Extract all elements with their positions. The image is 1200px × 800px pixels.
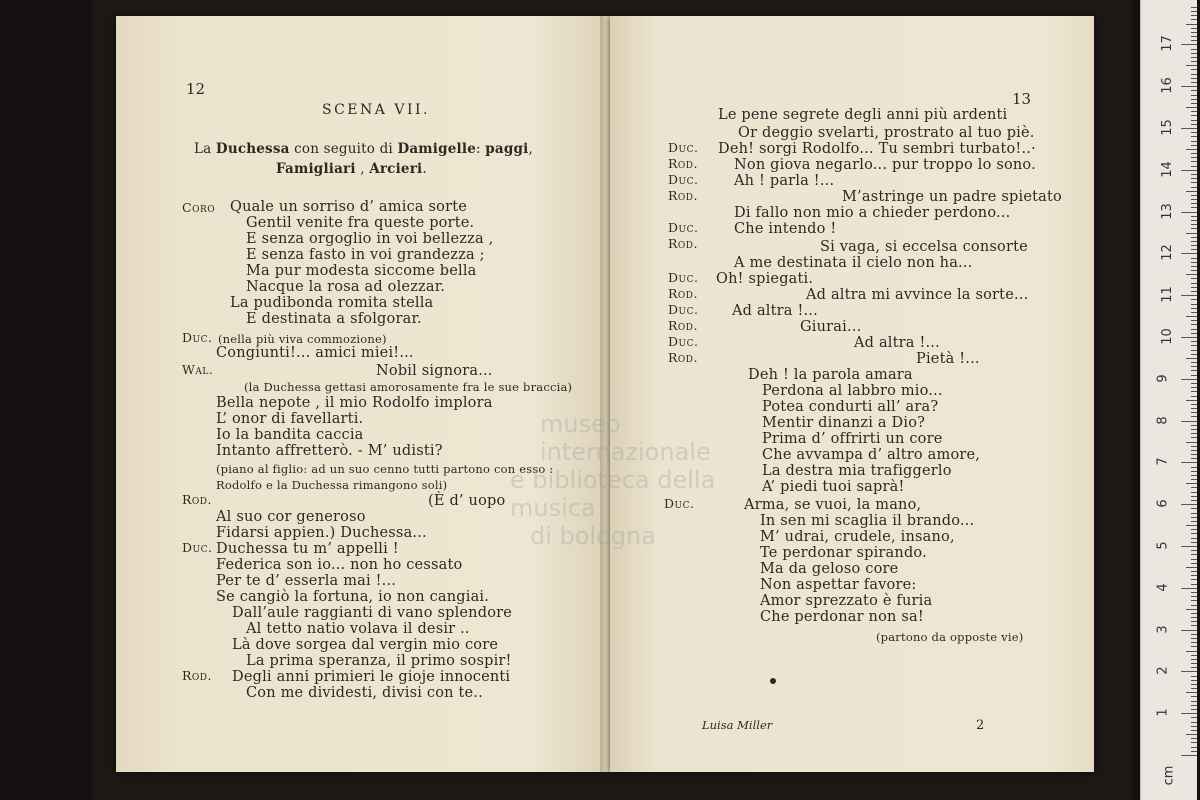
ruler-tick <box>1191 579 1197 580</box>
ruler-number: 17 <box>1159 35 1175 53</box>
speaker-label: Rod. <box>668 236 698 251</box>
verse-line: Che avvampa d’ altro amore, <box>762 447 981 463</box>
speaker-label: Rod. <box>182 492 212 507</box>
ruler-tick <box>1191 559 1197 560</box>
ruler-tick <box>1186 567 1197 568</box>
ruler-tick <box>1191 187 1197 188</box>
ruler-tick <box>1191 7 1197 8</box>
ruler-tick <box>1191 32 1197 33</box>
ruler-tick <box>1181 671 1197 672</box>
ruler-tick <box>1191 437 1197 438</box>
ruler-tick <box>1181 337 1197 338</box>
ruler-tick <box>1191 90 1197 91</box>
ruler-tick <box>1191 709 1197 710</box>
ruler-tick <box>1181 504 1197 505</box>
footer-title: Luisa Miller <box>702 718 773 732</box>
ruler-tick <box>1191 11 1197 12</box>
verse-line: Al suo cor generoso <box>216 509 366 525</box>
ruler-tick <box>1191 266 1197 267</box>
speaker-label: Duc. <box>182 330 213 345</box>
ruler-tick <box>1191 696 1197 697</box>
ruler-tick <box>1186 400 1197 401</box>
ruler-tick <box>1191 701 1197 702</box>
ruler-tick <box>1186 483 1197 484</box>
ruler-tick <box>1191 224 1197 225</box>
ruler-tick <box>1181 713 1197 714</box>
ruler-tick <box>1191 40 1197 41</box>
verse-line: Non giova negarlo... pur troppo lo sono. <box>734 157 1036 173</box>
ruler-tick <box>1186 274 1197 275</box>
stage-direction-heading-2: Famigliari , Arcieri. <box>276 161 427 177</box>
verse-line: Arma, se vuoi, la mano, <box>744 497 922 513</box>
right-page <box>610 16 1094 772</box>
verse-line: Non aspettar favore: <box>760 577 917 593</box>
ruler-tick <box>1191 258 1197 259</box>
ruler-tick <box>1186 149 1197 150</box>
ruler-tick <box>1191 329 1197 330</box>
ruler-tick <box>1186 107 1197 108</box>
stage-direction-heading: La Duchessa con seguito di Damigelle: paggi, <box>194 141 533 157</box>
ruler-tick <box>1191 467 1197 468</box>
verse-line: L’ onor di favellarti. <box>216 411 364 427</box>
speaker-label: Duc. <box>668 220 699 235</box>
ruler-tick <box>1191 195 1197 196</box>
ruler-tick <box>1181 755 1197 756</box>
verse-line: Te perdonar spirando. <box>760 545 927 561</box>
verse-line: Ad altra mi avvince la sorte... <box>806 287 1029 303</box>
verse-line: Fidarsi appien.) Duchessa... <box>216 525 427 541</box>
ruler-tick <box>1186 609 1197 610</box>
verse-line: Ad altra !... <box>854 335 940 351</box>
ruler-tick <box>1191 324 1197 325</box>
verse-line: La pudibonda romita stella <box>230 295 434 311</box>
ruler-tick <box>1191 157 1197 158</box>
verse-line: Ah ! parla !... <box>734 173 835 189</box>
ruler-tick <box>1191 642 1197 643</box>
verse-line: Pietà !... <box>916 351 980 367</box>
ruler-tick <box>1191 291 1197 292</box>
ruler-tick <box>1186 358 1197 359</box>
ruler-tick <box>1191 15 1197 16</box>
ruler-tick <box>1191 136 1197 137</box>
ruler-tick <box>1191 726 1197 727</box>
ruler-tick <box>1191 471 1197 472</box>
verse-line: Ma da geloso core <box>760 561 899 577</box>
verse-line: Degli anni primieri le gioje innocenti <box>232 669 511 685</box>
ruler-tick <box>1191 496 1197 497</box>
ruler-tick <box>1191 387 1197 388</box>
ruler-tick <box>1191 446 1197 447</box>
ruler-tick <box>1191 207 1197 208</box>
ruler-tick <box>1186 525 1197 526</box>
verse-line: Io la bandita caccia <box>216 427 364 443</box>
ruler-tick <box>1191 429 1197 430</box>
stage-direction: (piano al figlio: ad un suo cenno tutti partono con esso : <box>216 462 554 476</box>
ruler-number: 5 <box>1155 541 1171 550</box>
ruler-tick <box>1181 128 1197 129</box>
ruler-tick <box>1191 182 1197 183</box>
ruler-tick <box>1191 383 1197 384</box>
ruler-tick <box>1191 425 1197 426</box>
ruler-tick <box>1191 412 1197 413</box>
ruler-tick <box>1191 542 1197 543</box>
ruler-number: 16 <box>1159 77 1175 94</box>
scene-heading: SCENA VII. <box>322 102 430 118</box>
signature-mark: 2 <box>976 718 985 733</box>
ruler-tick <box>1191 362 1197 363</box>
ruler-tick <box>1191 575 1197 576</box>
ruler-tick <box>1191 742 1197 743</box>
ruler-tick <box>1191 513 1197 514</box>
ruler-tick <box>1191 262 1197 263</box>
ruler-number: 12 <box>1159 244 1175 262</box>
verse-line: La prima speranza, il primo sospir! <box>246 653 512 669</box>
ruler-tick <box>1191 245 1197 246</box>
ruler-tick <box>1191 74 1197 75</box>
ruler-tick <box>1186 24 1197 25</box>
verse-line: (È d’ uopo <box>428 493 506 509</box>
ruler-tick <box>1191 61 1197 62</box>
ruler-tick <box>1191 203 1197 204</box>
verse-line: E senza orgoglio in voi bellezza , <box>246 231 494 247</box>
ruler-tick <box>1191 396 1197 397</box>
stage-direction: (la Duchessa gettasi amorosamente fra le sue braccia) <box>244 380 573 394</box>
ruler-number: 4 <box>1155 583 1171 592</box>
speaker-label: Rod. <box>668 350 698 365</box>
ruler-tick <box>1191 592 1197 593</box>
ruler-tick <box>1181 421 1197 422</box>
speaker-label: Duc. <box>668 302 699 317</box>
ruler-tick <box>1186 692 1197 693</box>
verse-line: Prima d’ offrirti un core <box>762 431 943 447</box>
ruler-tick <box>1191 487 1197 488</box>
ruler-tick <box>1181 379 1197 380</box>
verse-line: Dall’aule raggianti di vano splendore <box>232 605 513 621</box>
ruler-tick <box>1191 78 1197 79</box>
verse-line: Mentir dinanzi a Dio? <box>762 415 926 431</box>
verse-line: Perdona al labbro mio... <box>762 383 943 399</box>
verse-line: E senza fasto in voi grandezza ; <box>246 247 485 263</box>
verse-line: Le pene segrete degli anni più ardenti <box>718 107 1008 123</box>
ruler-tick <box>1191 320 1197 321</box>
ruler-tick <box>1191 638 1197 639</box>
ruler-tick <box>1191 738 1197 739</box>
ruler-tick <box>1191 621 1197 622</box>
speaker-label: Rod. <box>668 156 698 171</box>
ruler-tick <box>1191 345 1197 346</box>
ruler-tick <box>1191 517 1197 518</box>
speaker-label: Duc. <box>664 496 695 511</box>
ruler-tick <box>1191 600 1197 601</box>
verse-line: Nobil signora... <box>376 363 493 379</box>
verse-line: La destra mia trafiggerlo <box>762 463 952 479</box>
ruler-tick <box>1191 270 1197 271</box>
verse-line: A me destinata il cielo non ha... <box>734 255 973 271</box>
ruler-tick <box>1191 111 1197 112</box>
verse-line: Quale un sorriso d’ amica sorte <box>230 199 468 215</box>
ruler-tick <box>1191 751 1197 752</box>
stage-direction: (partono da opposte vie) <box>876 630 1024 644</box>
ruler-tick <box>1191 82 1197 83</box>
ruler-number: 7 <box>1155 457 1171 467</box>
ruler-tick <box>1186 442 1197 443</box>
ruler-tick <box>1191 722 1197 723</box>
ruler-tick <box>1191 341 1197 342</box>
ruler-tick <box>1191 28 1197 29</box>
ruler-tick <box>1191 370 1197 371</box>
speaker-label: Duc. <box>182 540 213 555</box>
ruler-tick <box>1181 588 1197 589</box>
ruler-tick <box>1191 278 1197 279</box>
ruler-tick <box>1191 304 1197 305</box>
verse-line: Che intendo ! <box>734 221 837 237</box>
ruler-tick <box>1191 454 1197 455</box>
verse-line: Ma pur modesta siccome bella <box>246 263 477 279</box>
ruler-tick <box>1191 646 1197 647</box>
ruler-tick <box>1181 44 1197 45</box>
ruler-tick <box>1191 416 1197 417</box>
ruler-tick <box>1191 153 1197 154</box>
ruler-number: 13 <box>1159 202 1175 220</box>
ruler-tick <box>1191 680 1197 681</box>
ruler-tick <box>1191 500 1197 501</box>
verse-line: Bella nepote , il mio Rodolfo implora <box>216 395 493 411</box>
ruler-number: 10 <box>1159 328 1175 345</box>
ruler-tick <box>1191 145 1197 146</box>
speaker-label: Rod. <box>182 668 212 683</box>
ruler-tick <box>1181 253 1197 254</box>
verse-line: Al tetto natio volava il desir .. <box>246 621 470 637</box>
speaker-label: Rod. <box>668 318 698 333</box>
stage-direction: Rodolfo e la Duchessa rimangono soli) <box>216 478 448 492</box>
verse-line: Oh! spiegati. <box>716 271 814 287</box>
ruler-tick <box>1186 191 1197 192</box>
ruler-tick <box>1191 57 1197 58</box>
ruler-tick <box>1191 375 1197 376</box>
ruler-number: 6 <box>1155 499 1171 508</box>
ruler-tick <box>1181 546 1197 547</box>
speaker-label: Duc. <box>668 140 699 155</box>
speaker-label: Duc. <box>668 334 699 349</box>
ruler-number: 11 <box>1159 286 1175 303</box>
ruler-tick <box>1191 571 1197 572</box>
ruler-tick <box>1191 492 1197 493</box>
ruler-tick <box>1191 132 1197 133</box>
ruler-tick <box>1191 312 1197 313</box>
ruler-tick <box>1191 529 1197 530</box>
ruler-tick <box>1191 676 1197 677</box>
ruler-tick <box>1191 717 1197 718</box>
ruler-tick <box>1191 404 1197 405</box>
ruler-tick <box>1191 166 1197 167</box>
ruler-tick <box>1186 734 1197 735</box>
verse-line: M’astringe un padre spietato <box>842 189 1062 205</box>
ruler-tick <box>1191 584 1197 585</box>
ruler-tick <box>1191 178 1197 179</box>
verse-line: Per te d’ esserla mai !... <box>216 573 397 589</box>
verse-line: Amor sprezzato è furia <box>760 593 933 609</box>
ruler-tick <box>1191 667 1197 668</box>
ruler-tick <box>1191 688 1197 689</box>
ruler-tick <box>1191 249 1197 250</box>
ruler-tick <box>1191 161 1197 162</box>
ruler-number: 3 <box>1155 624 1171 634</box>
ruler-tick <box>1191 533 1197 534</box>
page-number: 13 <box>1012 90 1032 108</box>
ruler-tick <box>1191 433 1197 434</box>
ruler-tick <box>1181 295 1197 296</box>
ruler-tick <box>1191 508 1197 509</box>
ruler-tick <box>1186 651 1197 652</box>
verse-line: Gentil venite fra queste porte. <box>246 215 475 231</box>
verse-line: Federica son io... non ho cessato <box>216 557 463 573</box>
ruler-tick <box>1191 655 1197 656</box>
ruler-tick <box>1191 684 1197 685</box>
verse-line: Di fallo non mio a chieder perdono... <box>734 205 1011 221</box>
verse-line: Nacque la rosa ad olezzar. <box>246 279 446 295</box>
ruler-tick <box>1181 462 1197 463</box>
speaker-label: Duc. <box>668 172 699 187</box>
ruler-tick <box>1181 86 1197 87</box>
ruler-tick <box>1181 630 1197 631</box>
verse-line: Or deggio svelarti, prostrato al tuo piè. <box>738 125 1035 141</box>
ruler-tick <box>1191 53 1197 54</box>
ruler-tick <box>1191 554 1197 555</box>
ruler-tick <box>1191 538 1197 539</box>
ruler-tick <box>1181 212 1197 213</box>
ruler-tick <box>1191 333 1197 334</box>
ruler-tick <box>1191 99 1197 100</box>
ruler-tick <box>1191 49 1197 50</box>
verse-line: Deh ! la parola amara <box>748 367 913 383</box>
ruler-tick <box>1191 705 1197 706</box>
verse-line: Se cangiò la fortuna, io non cangiai. <box>216 589 490 605</box>
verse-line: Si vaga, si eccelsa consorte <box>820 239 1028 255</box>
ruler-tick <box>1191 550 1197 551</box>
ruler-tick <box>1191 141 1197 142</box>
ruler-tick <box>1191 747 1197 748</box>
ruler-tick <box>1191 730 1197 731</box>
ruler-number: 15 <box>1159 119 1175 136</box>
verse-line: Là dove sorgea dal vergin mio core <box>232 637 499 653</box>
ruler-tick <box>1191 120 1197 121</box>
ruler-tick <box>1191 475 1197 476</box>
verse-line: Duchessa tu m’ appelli ! <box>216 541 399 557</box>
verse-line: A’ piedi tuoi saprà! <box>762 479 905 495</box>
ruler-tick <box>1191 69 1197 70</box>
ruler-number: 9 <box>1155 374 1171 383</box>
ruler-tick <box>1191 220 1197 221</box>
verse-line: Potea condurti all’ ara? <box>762 399 939 415</box>
ruler-tick <box>1191 199 1197 200</box>
ruler-tick <box>1191 563 1197 564</box>
verse-line: Giurai... <box>800 319 862 335</box>
speaker-label: Wal. <box>182 362 214 377</box>
ruler-number: 14 <box>1159 161 1175 178</box>
ruler-tick <box>1191 308 1197 309</box>
ruler-tick <box>1191 241 1197 242</box>
ruler-tick <box>1191 299 1197 300</box>
ruler-tick <box>1191 287 1197 288</box>
verse-line: M’ udrai, crudele, insano, <box>760 529 955 545</box>
ruler-number: 2 <box>1155 666 1171 676</box>
ruler-tick <box>1191 458 1197 459</box>
ruler-tick <box>1191 479 1197 480</box>
ruler-number: 8 <box>1155 415 1171 425</box>
speaker-label: Rod. <box>668 286 698 301</box>
ruler-tick <box>1191 366 1197 367</box>
ruler-number: 1 <box>1155 708 1171 717</box>
ruler-tick <box>1191 521 1197 522</box>
verse-line: In sen mi scaglia il brando... <box>760 513 975 529</box>
ruler-tick <box>1191 659 1197 660</box>
ruler-tick <box>1191 237 1197 238</box>
ruler-tick <box>1191 174 1197 175</box>
ruler-tick <box>1191 605 1197 606</box>
ruler-tick <box>1191 408 1197 409</box>
ruler-tick <box>1191 216 1197 217</box>
measuring-ruler <box>1140 0 1197 800</box>
ruler-tick <box>1191 663 1197 664</box>
ruler-tick <box>1191 95 1197 96</box>
ruler-tick <box>1191 596 1197 597</box>
ruler-tick <box>1191 617 1197 618</box>
ruler-tick <box>1191 19 1197 20</box>
ruler-tick <box>1191 124 1197 125</box>
verse-line: Con me dividesti, divisi con te.. <box>246 685 483 701</box>
stage-direction: (nella più viva commozione) <box>218 332 387 346</box>
ruler-tick <box>1191 36 1197 37</box>
ruler-tick <box>1186 316 1197 317</box>
ruler-tick <box>1191 634 1197 635</box>
verse-line: Ad altra !... <box>732 303 818 319</box>
verse-line: Congiunti!... amici miei!... <box>216 345 414 361</box>
ruler-tick <box>1181 170 1197 171</box>
verse-line: Deh! sorgi Rodolfo... Tu sembri turbato!..· <box>718 141 1036 157</box>
ruler-tick <box>1191 625 1197 626</box>
speaker-label: Rod. <box>668 188 698 203</box>
library-watermark: museo internazionale e biblioteca della musica di bologna <box>510 410 716 550</box>
ornament-dot <box>770 678 776 684</box>
verse-line: E destinata a sfolgorar. <box>246 311 422 327</box>
ruler-tick <box>1191 354 1197 355</box>
verse-line: Che perdonar non sa! <box>760 609 924 625</box>
ruler-tick <box>1186 233 1197 234</box>
verse-line: Intanto affretterò. - M’ udisti? <box>216 443 443 459</box>
ruler-tick <box>1191 350 1197 351</box>
page-number: 12 <box>186 80 206 98</box>
ruler-tick <box>1191 283 1197 284</box>
left-page <box>116 16 606 772</box>
speaker-label: Duc. <box>668 270 699 285</box>
ruler-tick <box>1191 103 1197 104</box>
ruler-tick <box>1191 613 1197 614</box>
ruler-tick <box>1191 391 1197 392</box>
speaker-label: Coro <box>182 200 216 215</box>
ruler-tick <box>1186 65 1197 66</box>
ruler-tick <box>1191 228 1197 229</box>
ruler-tick <box>1191 450 1197 451</box>
ruler-unit: cm <box>1161 765 1177 786</box>
ruler-tick <box>1191 115 1197 116</box>
